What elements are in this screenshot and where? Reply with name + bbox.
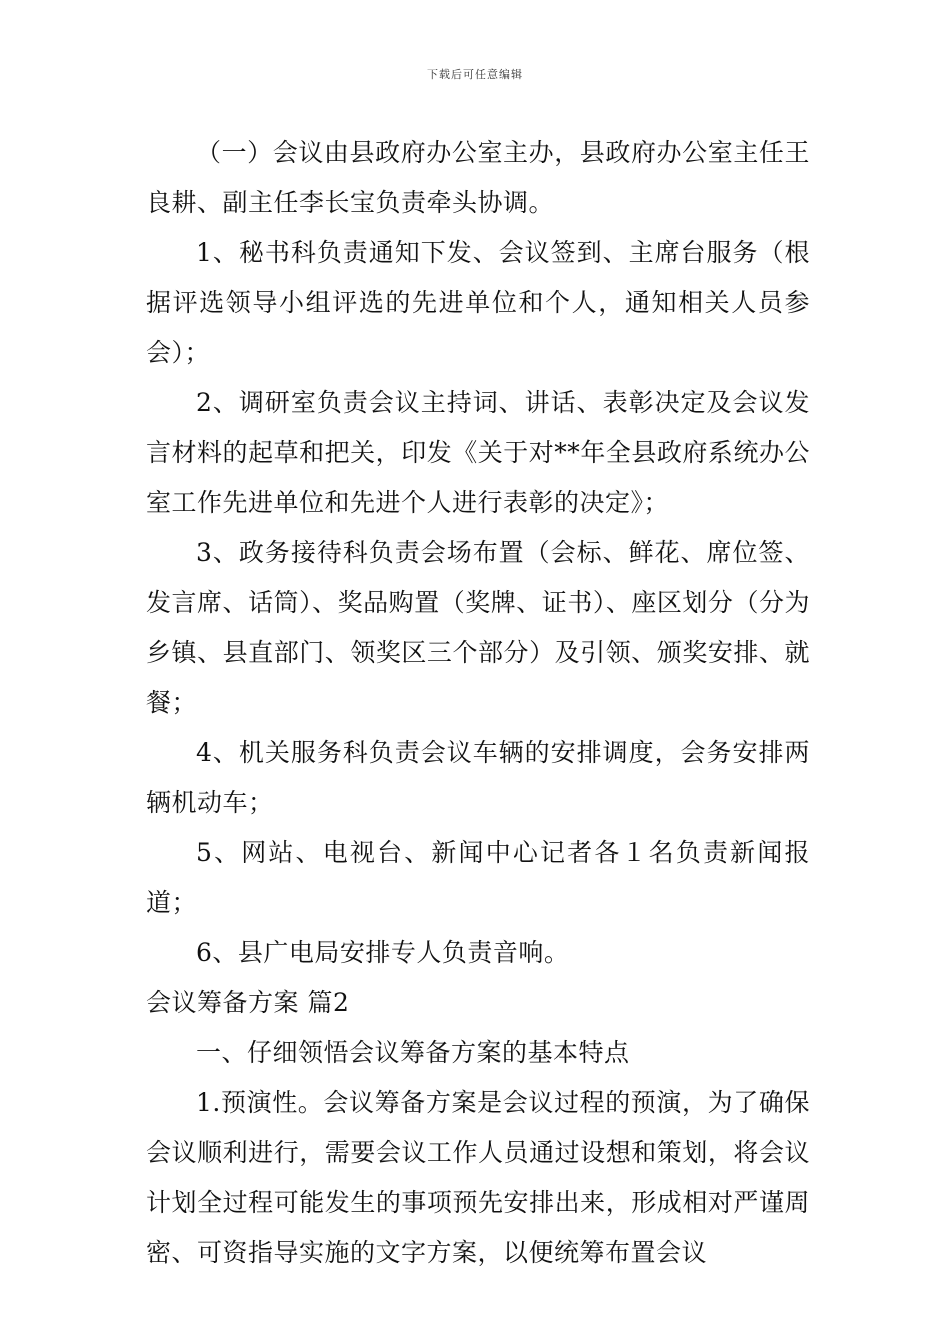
subsection-heading: 一、仔细领悟会议筹备方案的基本特点 <box>196 1038 630 1067</box>
paragraph-item-4: 4、机关服务科负责会议车辆的安排调度，会务安排两辆机动车； <box>146 738 810 817</box>
document-body <box>146 128 810 1278</box>
paragraph-item-1: 1、秘书科负责通知下发、会议签到、主席台服务（根据评选领导小组评选的先进单位和个人，通知相关人员参会）； <box>146 238 810 367</box>
section-heading: 会议筹备方案 篇2 <box>146 988 350 1017</box>
paragraph-item-6: 6、县广电局安排专人负责音响。 <box>196 938 570 967</box>
paragraph-organizer: （一）会议由县政府办公室主办，县政府办公室主任王良耕、副主任李长宝负责牵头协调。 <box>146 138 810 217</box>
page-header-note: 下载后可任意编辑 <box>427 68 523 81</box>
paragraph-item-5: 5、网站、电视台、新闻中心记者各１名负责新闻报道； <box>146 838 810 917</box>
paragraph-item-3: 3、政务接待科负责会场布置（会标、鲜花、席位签、发言席、话筒）、奖品购置（奖牌、证书）、座区划分（分为乡镇、县直部门、领奖区三个部分）及引领、颁奖安排、就餐； <box>146 538 810 717</box>
paragraph-preview: 1.预演性。会议筹备方案是会议过程的预演，为了确保会议顺利进行，需要会议工作人员通过设想和策划，将会议计划全过程可能发生的事项预先安排出来，形成相对严谨周密、可资指导实施的文字方案，以便统筹布置会议 <box>146 1088 810 1267</box>
paragraph-item-2: 2、调研室负责会议主持词、讲话、表彰决定及会议发言材料的起草和把关，印发《关于对**年全县政府系统办公室工作先进单位和先进个人进行表彰的决定》； <box>146 388 810 517</box>
